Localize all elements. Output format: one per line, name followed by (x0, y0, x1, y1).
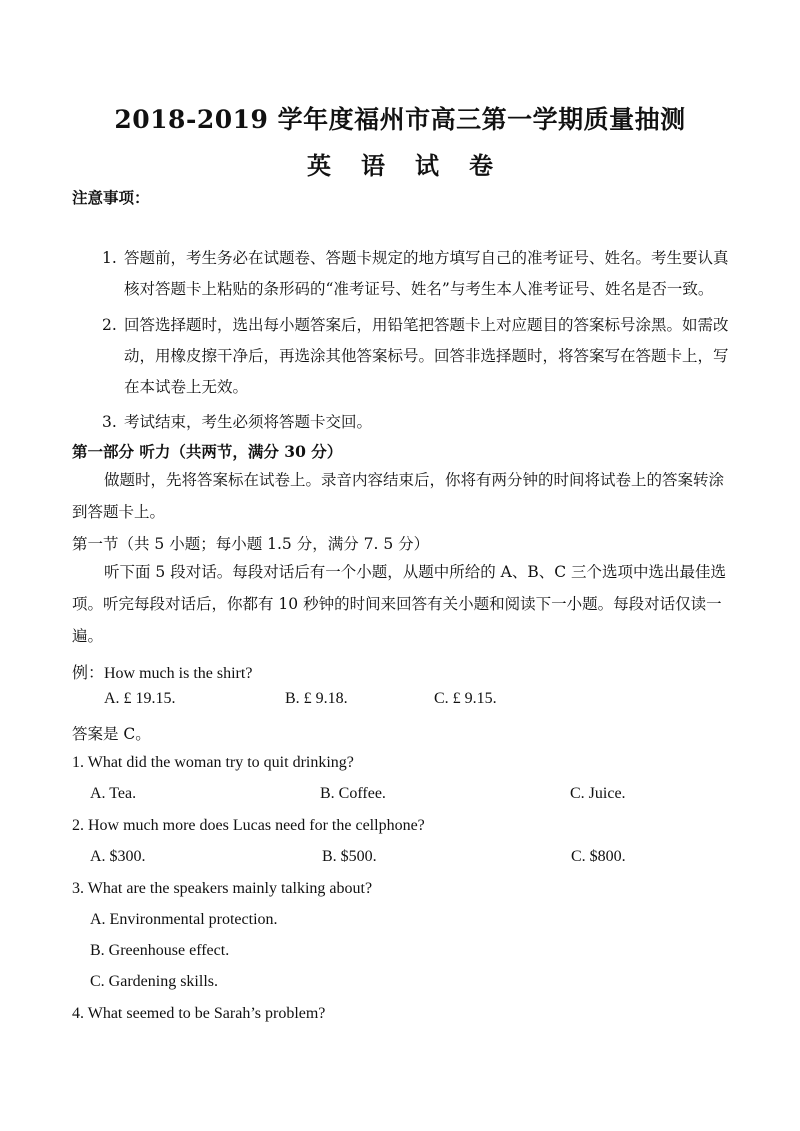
notice-item-number: 2. (102, 316, 117, 334)
example-answer: 答案是 C。 (72, 725, 151, 743)
notice-item-number: 1. (102, 249, 117, 267)
question-3: 3. What are the speakers mainly talking about? (72, 880, 373, 897)
q1-option-c: C. Juice. (570, 785, 626, 802)
notice-item (102, 407, 732, 438)
notice-item-text: 回答选择题时，选出每小题答案后，用铅笔把答题卡上对应题目的答案标号涂黑。如需改动，用橡皮擦干净后，再选涂其他答案标号。回答非选择题时，将答案写在答题卡上，写在本试卷上无效。 (124, 316, 729, 396)
question-1: 1. What did the woman try to quit drinking? (72, 754, 354, 771)
notice-item (102, 310, 732, 403)
notice-item-text: 答题前，考生务必在试题卷、答题卡规定的地方填写自己的准考证号、姓名。考生要认真核对答题卡上粘贴的条形码的“准考证号、姓名”与考生本人准考证号、姓名是否一致。 (124, 249, 729, 298)
example-option-a: A. £ 19.15. (104, 690, 176, 707)
q2-option-c: C. $800. (571, 848, 626, 865)
example-option-b: B. £ 9.18. (285, 690, 348, 707)
section-heading: 第一节（共 5 小题；每小题 1.5 分，满分 7. 5 分） (72, 535, 430, 553)
q1-option-b: B. Coffee. (320, 785, 386, 802)
part-instructions: 做题时，先将答案标在试卷上。录音内容结束后，你将有两分钟的时间将试卷上的答案转涂到答题卡上。 (72, 471, 725, 521)
section-instructions: 听下面 5 段对话。每段对话后有一个小题，从题中所给的 A、B、C 三个选项中选出最佳选项。听完每段对话后，你都有 10 秒钟的时间来回答有关小题和阅读下一小题。每段对话仅读一遍。 (72, 563, 727, 645)
notice-item (102, 243, 732, 305)
notice-item-text: 考试结束，考生必须将答题卡交回。 (124, 413, 373, 431)
q3-option-c: C. Gardening skills. (90, 973, 218, 990)
q2-option-a: A. $300. (90, 848, 146, 865)
q3-option-a: A. Environmental protection. (90, 911, 278, 928)
notice-heading: 注意事项： (72, 188, 150, 207)
q2-option-b: B. $500. (322, 848, 377, 865)
example-question: 例：How much is the shirt? (72, 665, 253, 682)
question-4: 4. What seemed to be Sarah’s problem? (72, 1005, 326, 1022)
part-heading: 第一部分 听力（共两节，满分 30 分） (72, 442, 343, 461)
q3-option-b: B. Greenhouse effect. (90, 942, 230, 959)
page-title: 2018-2019 学年度福州市高三第一学期质量抽测 (114, 105, 686, 134)
q1-option-a: A. Tea. (90, 785, 137, 802)
example-option-c: C. £ 9.15. (434, 690, 497, 707)
question-2: 2. How much more does Lucas need for the cellphone? (72, 817, 425, 834)
page-subtitle: 英语试卷 (307, 151, 523, 180)
notice-item-number: 3. (102, 413, 117, 431)
